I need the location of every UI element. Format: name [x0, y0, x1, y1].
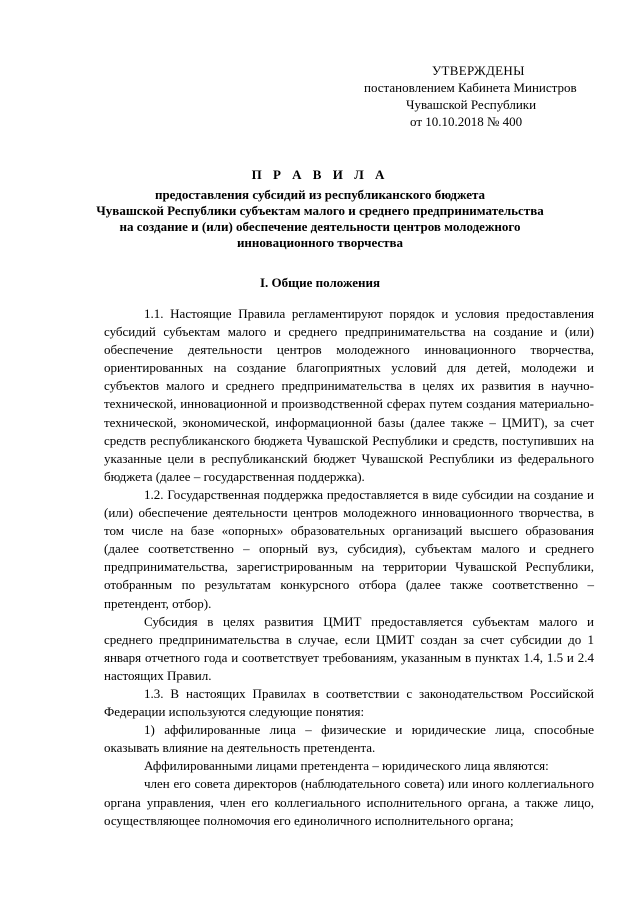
approval-heading: УТВЕРЖДЕНЫ: [432, 63, 525, 78]
paragraph: 1.3. В настоящих Правилах в соответствии с законодательством Российской Федерации используются следующие понятия:: [104, 685, 594, 720]
paragraph: Субсидия в целях развития ЦМИТ предоставляется субъектам малого и среднего предпринимательства в случае, если ЦМИТ создан за счет субсидии до 1 января отчетного года и соответствует требованиям, указанным в пунктах 1.4, 1.5 и 2.4 настоящих Правил.: [104, 613, 594, 683]
approval-line-resolution: постановлением Кабинета Министров: [364, 80, 577, 95]
title-word: П Р А В И Л А: [251, 167, 389, 182]
paragraph: 1.2. Государственная поддержка предоставляется в виде субсидии на создание и (или) обеспечение деятельности центров молодежного инновационного творчества, в том числе на базе «опорных» образовательных организаций высшего образования (далее соответственно – опорный вуз, субсидия), субъектам малого и среднего предпринимательства, зарегистрированным на территории Чувашской Республики, отобранным по результатам конкурсного отбора (далее также соответственно – претендент, отбор).: [104, 486, 594, 611]
section-heading: I. Общие положения: [260, 275, 380, 290]
document-body: [104, 305, 594, 830]
title-line: Чувашской Республики субъектам малого и среднего предпринимательства: [96, 203, 544, 218]
title-line: предоставления субсидий из республиканского бюджета: [154, 187, 486, 202]
paragraph: член его совета директоров (наблюдательного совета) или иного коллегиального органа управления, член его коллегиального исполнительного органа, а также лицо, осуществляющее полномочия его единоличного исполнительного органа;: [104, 776, 594, 828]
approval-line-date-number: от 10.10.2018 № 400: [410, 114, 523, 129]
approval-stamp: [360, 62, 610, 130]
paragraph: Аффилированными лицами претендента – юридического лица являются:: [144, 758, 549, 774]
document-title: [90, 167, 550, 251]
title-line: на создание и (или) обеспечение деятельности центров молодежного: [119, 219, 521, 234]
paragraph: 1) аффилированные лица – физические и юридические лица, способные оказывать влияние на деятельность претендента.: [104, 722, 594, 756]
paragraph: 1.1. Настоящие Правила регламентируют порядок и условия предоставления субсидий субъектам малого и среднего предпринимательства на создание и (или) обеспечение деятельности центров молодежного инновационного творчества, ориентированных на создание благоприятных условий для детей, молодежи и субъектов малого и среднего предпринимательства в целях их развития в научно-технической, инновационной и производственной сферах путем создания материально-технической, экономической, информационной базы (далее также – ЦМИТ), за счет средств республиканского бюджета Чувашской Республики и средств, поступивших на указанные цели в республиканский бюджет Чувашской Республики из федерального бюджета (далее – государственная поддержка).: [104, 306, 594, 484]
approval-line-republic: Чувашской Республики: [406, 97, 537, 112]
title-line: инновационного творчества: [236, 235, 404, 250]
